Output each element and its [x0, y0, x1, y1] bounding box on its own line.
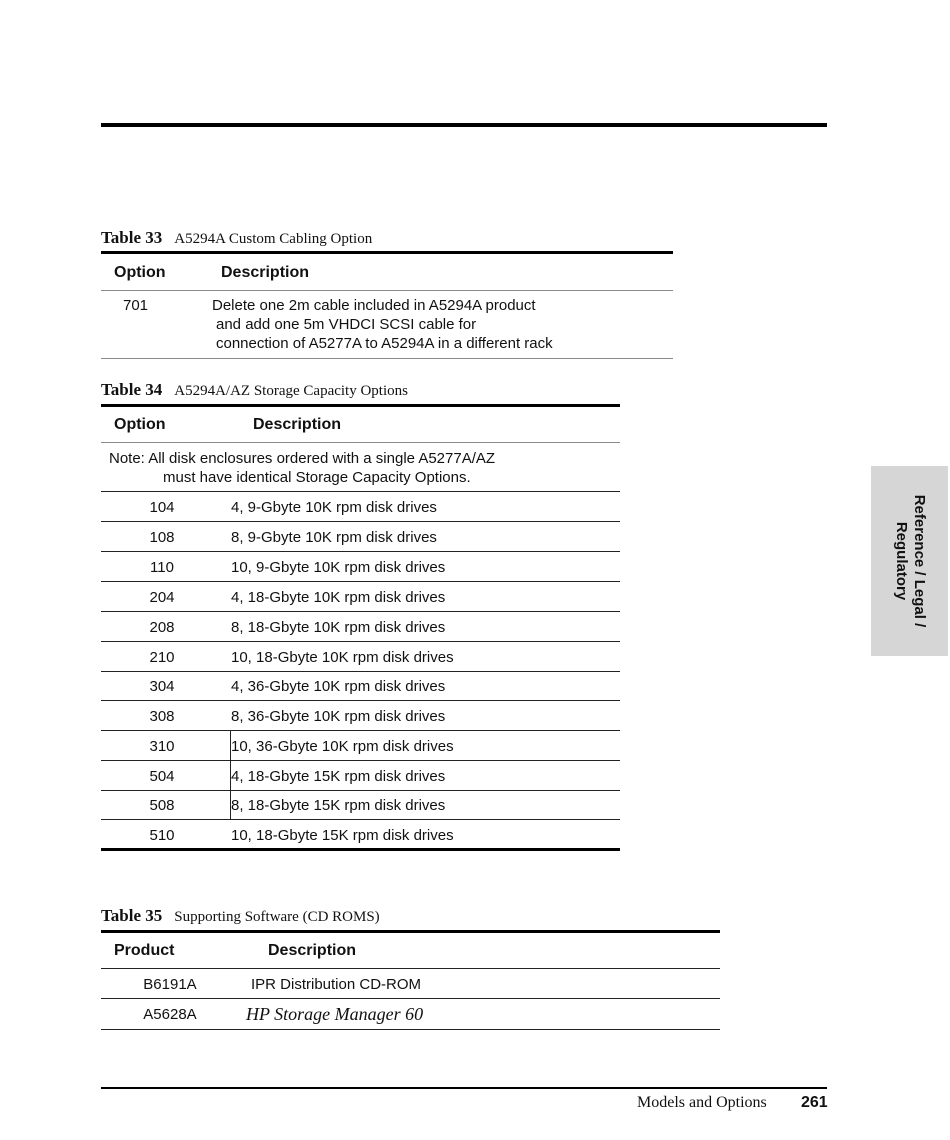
table-34-row-rule — [101, 760, 620, 761]
table-35-caption — [101, 906, 380, 926]
table-34-caption — [101, 380, 408, 400]
table-35-top-rule — [101, 930, 720, 933]
table-34-row-7-option: 304 — [149, 678, 175, 695]
table-33-header-description: Description — [221, 264, 310, 281]
table-33-description-line-2: and add one 5m VHDCI SCSI cable for — [216, 316, 477, 333]
table-35-row-2-product: A5628A — [143, 1006, 197, 1023]
table-34-row-rule — [101, 581, 620, 582]
side-tab-label — [892, 495, 928, 628]
table-34-number: Table 34 — [101, 380, 163, 399]
table-35-row-1-description: IPR Distribution CD-ROM — [251, 976, 422, 993]
table-35-title: Supporting Software (CD ROMS) — [174, 909, 380, 925]
table-33-caption — [101, 228, 372, 248]
table-35-row-2-description: HP Storage Manager 60 — [246, 1004, 424, 1024]
table-34-title: A5294A/AZ Storage Capacity Options — [174, 383, 408, 399]
table-34-row-11-description: 8, 18-Gbyte 15K rpm disk drives — [231, 797, 446, 814]
table-34-row-8-option: 308 — [149, 708, 175, 725]
table-33-option-cell: 701 — [123, 297, 149, 314]
table-34-row-2-option: 108 — [149, 529, 175, 546]
table-34-row-5-option: 208 — [149, 619, 175, 636]
table-34-row-rule — [101, 521, 620, 522]
table-33-description-line-1: Delete one 2m cable included in A5294A product — [212, 297, 536, 314]
table-34-row-11-option: 508 — [149, 797, 175, 814]
table-33-title: A5294A Custom Cabling Option — [174, 231, 373, 247]
table-34-row-1-option: 104 — [149, 499, 175, 516]
table-33-description-line-3: connection of A5277A to A5294A in a different rack — [216, 335, 553, 352]
table-34-row-1-description: 4, 9-Gbyte 10K rpm disk drives — [231, 499, 437, 516]
footer-section-title: Models and Options — [637, 1094, 767, 1111]
table-34-row-7-description: 4, 36-Gbyte 10K rpm disk drives — [231, 678, 446, 695]
side-section-tab[interactable] — [871, 466, 948, 656]
table-33-header-rule — [101, 290, 673, 291]
table-33-bottom-rule — [101, 358, 673, 359]
table-35-row-rule — [101, 998, 720, 999]
top-rule — [101, 123, 827, 127]
table-34-row-6-description: 10, 18-Gbyte 10K rpm disk drives — [231, 649, 454, 666]
table-34-row-8-description: 8, 36-Gbyte 10K rpm disk drives — [231, 708, 446, 725]
table-35-number: Table 35 — [101, 906, 163, 925]
table-35-header-product: Product — [114, 942, 175, 959]
table-34-row-rule — [101, 700, 620, 701]
table-34-header-option: Option — [114, 416, 166, 433]
table-35-row-1-product: B6191A — [143, 976, 197, 993]
footer-rule — [101, 1087, 827, 1089]
table-33-top-rule — [101, 251, 673, 254]
table-34-row-4-description: 4, 18-Gbyte 10K rpm disk drives — [231, 589, 446, 606]
table-34-row-6-option: 210 — [149, 649, 175, 666]
table-34-row-12-description: 10, 18-Gbyte 15K rpm disk drives — [231, 827, 454, 844]
table-34-row-2-description: 8, 9-Gbyte 10K rpm disk drives — [231, 529, 437, 546]
table-34-column-divider — [230, 730, 231, 819]
table-34-row-3-option: 110 — [150, 559, 174, 576]
table-33-header-option: Option — [114, 264, 166, 281]
table-33-number: Table 33 — [101, 228, 163, 247]
table-34-top-rule — [101, 404, 620, 407]
table-34-header-rule — [101, 442, 620, 443]
table-34-row-rule — [101, 611, 620, 612]
table-35-header-rule — [101, 968, 720, 969]
table-34-row-rule — [101, 641, 620, 642]
table-34-note-rule — [101, 491, 620, 492]
table-34-row-9-option: 310 — [149, 738, 175, 755]
table-34-note-line-2: must have identical Storage Capacity Options. — [163, 469, 471, 486]
table-34-row-rule — [101, 819, 620, 820]
table-34-row-rule — [101, 551, 620, 552]
table-34-header-description: Description — [253, 416, 342, 433]
table-34-row-5-description: 8, 18-Gbyte 10K rpm disk drives — [231, 619, 446, 636]
table-34-row-9-description: 10, 36-Gbyte 10K rpm disk drives — [231, 738, 454, 755]
table-35-header-description: Description — [268, 942, 357, 959]
table-35-bottom-rule — [101, 1029, 720, 1030]
table-34-row-10-description: 4, 18-Gbyte 15K rpm disk drives — [231, 768, 446, 785]
side-tab-line-1: Reference / Legal / — [910, 494, 928, 628]
table-34-row-rule — [101, 671, 620, 672]
table-34-row-4-option: 204 — [149, 589, 175, 606]
table-34-row-rule — [101, 790, 620, 791]
table-34-row-3-description: 10, 9-Gbyte 10K rpm disk drives — [231, 559, 446, 576]
side-tab-line-2: Regulatory — [892, 521, 910, 601]
table-34-note-line-1: Note: All disk enclosures ordered with a single A5277A/AZ — [109, 450, 496, 467]
footer-page-number: 261 — [801, 1094, 828, 1111]
table-34-bottom-rule — [101, 848, 620, 851]
table-34-row-12-option: 510 — [149, 827, 175, 844]
table-34-row-rule — [101, 730, 620, 731]
table-34-row-10-option: 504 — [149, 768, 175, 785]
